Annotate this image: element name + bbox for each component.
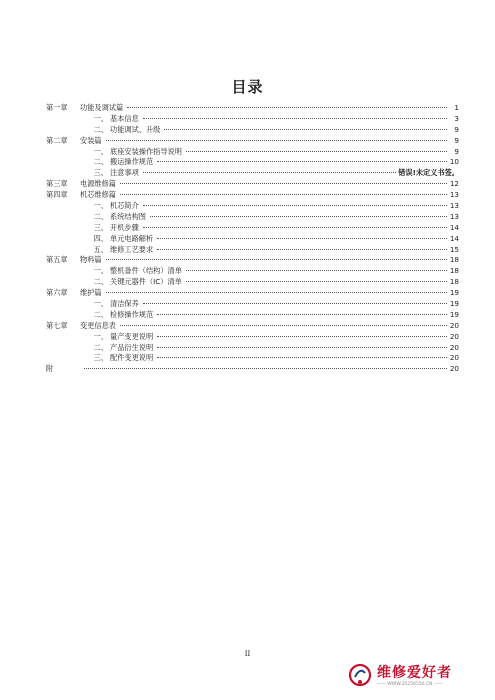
toc-entry-page: 14 — [449, 222, 459, 232]
toc-entry-title: 安装篇 — [80, 135, 102, 145]
toc-section-entry[interactable] — [46, 114, 459, 125]
toc-entry-title: 基本信息 — [110, 113, 139, 123]
toc-leader-dots — [120, 183, 447, 184]
toc-leader-dots — [120, 194, 447, 195]
toc-entry-page: 20 — [449, 320, 459, 330]
toc-entry-page: 12 — [449, 179, 459, 189]
toc-section-entry[interactable] — [46, 353, 459, 364]
toc-entry-page: 14 — [449, 233, 459, 243]
toc-leader-dots — [106, 140, 447, 141]
toc-entry-title: 单元电路解析 — [110, 233, 154, 243]
toc-entry-title: 功能及调试篇 — [80, 103, 124, 112]
toc-entry-page: 9 — [454, 124, 459, 134]
toc-entry-page: 1 — [454, 103, 459, 112]
toc-entry-number: 二、 — [93, 157, 108, 167]
toc-leader-dots — [157, 347, 447, 348]
toc-entry-title: 机芯简介 — [110, 201, 139, 211]
toc-entry-number: 第三章 — [46, 179, 68, 189]
toc-entry-number: 一、 — [93, 113, 108, 123]
toc-section-entry[interactable] — [46, 223, 459, 234]
toc-entry-title: 量产变更说明 — [110, 331, 154, 341]
toc-chapter-entry[interactable] — [46, 179, 459, 190]
toc-leader-dots — [186, 270, 447, 271]
toc-entry-title: 底座安装操作指导说明 — [110, 146, 182, 156]
toc-leader-dots — [157, 161, 447, 162]
toc-entry-number: 一、 — [93, 266, 108, 276]
toc-entry-title: 功能调试、升级 — [110, 124, 161, 134]
toc-entry-title: 检修操作规范 — [110, 309, 154, 319]
toc-entry-title: 配件变更说明 — [110, 353, 154, 363]
toc-chapter-entry[interactable] — [46, 190, 459, 201]
toc-leader-dots — [157, 314, 447, 315]
toc-leader-dots — [143, 172, 396, 173]
toc-section-entry[interactable] — [46, 245, 459, 256]
toc-entry-number: 三、 — [93, 168, 108, 178]
toc-leader-dots — [157, 336, 447, 337]
toc-entry-number: 二、 — [93, 277, 108, 287]
toc-leader-dots — [143, 205, 447, 206]
toc-leader-dots — [106, 259, 447, 260]
toc-entry-title: 维护篇 — [80, 288, 102, 298]
toc-leader-dots — [106, 292, 447, 293]
toc-entry-page: 19 — [449, 309, 459, 319]
toc-entry-page: 13 — [449, 190, 459, 200]
toc-entry-title: 维修工艺要求 — [110, 244, 154, 254]
toc-entry-page: 13 — [449, 201, 459, 211]
toc-entry-number: 三、 — [93, 222, 108, 232]
toc-entry-number: 第二章 — [46, 135, 68, 145]
toc-leader-dots — [143, 227, 447, 228]
toc-entry-page: 20 — [449, 331, 459, 341]
toc-section-entry[interactable] — [46, 147, 459, 158]
toc-entry-number: 四、 — [93, 233, 108, 243]
toc-entry-title: 物料篇 — [80, 255, 102, 265]
toc-entry-page: 错误!未定义书签。 — [398, 168, 459, 178]
toc-entry-number: 第六章 — [46, 288, 68, 298]
toc-entry-title: 产品衍生说明 — [110, 342, 154, 352]
toc-section-entry[interactable] — [46, 299, 459, 310]
toc-entry-number: 一、 — [93, 299, 108, 309]
toc-entry-number: 二、 — [93, 342, 108, 352]
toc-entry-number: 一、 — [93, 331, 108, 341]
toc-section-entry[interactable] — [46, 343, 459, 354]
toc-chapter-entry[interactable] — [46, 364, 459, 375]
toc-leader-dots — [157, 357, 447, 358]
toc-section-entry[interactable] — [46, 212, 459, 223]
toc-entry-number: 第七章 — [46, 320, 68, 330]
toc-entry-title: 电源维修篇 — [80, 179, 116, 189]
toc-entry-number: 第五章 — [46, 255, 68, 265]
toc-leader-dots — [186, 151, 447, 152]
toc-chapter-entry[interactable] — [46, 136, 459, 147]
toc-entry-page: 20 — [449, 364, 459, 374]
toc-entry-page: 19 — [449, 299, 459, 309]
toc-entry-title: 变更信息表 — [80, 320, 116, 330]
toc-entry-page: 18 — [449, 255, 459, 265]
toc-entry-page: 20 — [449, 342, 459, 352]
toc-leader-dots — [164, 129, 447, 130]
watermark-logo-icon — [347, 662, 373, 688]
toc-entry-number: 二、 — [93, 309, 108, 319]
toc-entry-page: 3 — [454, 113, 459, 123]
toc-section-entry[interactable] — [46, 168, 459, 179]
toc-leader-dots — [157, 238, 447, 239]
toc-section-entry[interactable] — [46, 157, 459, 168]
toc-entry-number: 二、 — [93, 124, 108, 134]
toc-chapter-entry[interactable] — [46, 255, 459, 266]
toc-entry-number: 第四章 — [46, 190, 68, 200]
toc-leader-dots — [150, 216, 447, 217]
toc-entry-title: 清洁保养 — [110, 299, 139, 309]
toc-entry-title: 注意事项 — [110, 168, 139, 178]
toc-leader-dots — [143, 303, 447, 304]
toc-entry-title: 机芯维修篇 — [80, 190, 116, 200]
toc-entry-number: 第一章 — [46, 103, 68, 112]
toc-title: 目录 — [231, 78, 264, 96]
watermark-subtitle: —— WWW.35256556 CN —— — [377, 682, 443, 687]
toc-entry-number: 五、 — [93, 244, 108, 254]
toc-chapter-entry[interactable] — [46, 103, 459, 114]
toc-entry-title: 系统结构图 — [110, 211, 146, 221]
toc-entry-page: 19 — [449, 288, 459, 298]
toc-section-entry[interactable] — [46, 332, 459, 343]
toc-entry-page: 20 — [449, 353, 459, 363]
toc-entry-page: 9 — [454, 135, 459, 145]
toc-section-entry[interactable] — [46, 234, 459, 245]
toc-entry-title: 搬运操作规范 — [110, 157, 154, 167]
toc-section-entry[interactable] — [46, 266, 459, 277]
page-number: II — [244, 650, 251, 658]
toc-entry-page: 10 — [449, 157, 459, 167]
toc-entry-page: 18 — [449, 266, 459, 276]
toc-entry-page: 15 — [449, 244, 459, 254]
toc-section-entry[interactable] — [46, 310, 459, 321]
toc-leader-dots — [120, 325, 447, 326]
toc-entry-number: 附 — [46, 364, 54, 374]
toc-list — [46, 103, 459, 375]
toc-entry-title: 整机备件（结构）清单 — [110, 266, 182, 276]
toc-entry-title: 开机步骤 — [110, 222, 139, 232]
toc-entry-number: 一、 — [93, 201, 108, 211]
toc-entry-page: 13 — [449, 211, 459, 221]
toc-section-entry[interactable] — [46, 201, 459, 212]
toc-entry-number: 三、 — [93, 353, 108, 363]
toc-leader-dots — [127, 107, 447, 108]
toc-chapter-entry[interactable] — [46, 288, 459, 299]
watermark-title: 维修爱好者 — [377, 665, 452, 681]
toc-entry-number: 二、 — [93, 211, 108, 221]
toc-leader-dots — [84, 368, 447, 369]
toc-entry-page: 18 — [449, 277, 459, 287]
toc-section-entry[interactable] — [46, 125, 459, 136]
toc-leader-dots — [143, 118, 447, 119]
toc-chapter-entry[interactable] — [46, 321, 459, 332]
toc-section-entry[interactable] — [46, 277, 459, 288]
toc-entry-page: 9 — [454, 146, 459, 156]
toc-leader-dots — [186, 281, 447, 282]
toc-entry-title: 关键元器件（IC）清单 — [110, 277, 182, 287]
watermark — [347, 660, 477, 694]
toc-entry-number: 一、 — [93, 146, 108, 156]
toc-leader-dots — [157, 249, 447, 250]
